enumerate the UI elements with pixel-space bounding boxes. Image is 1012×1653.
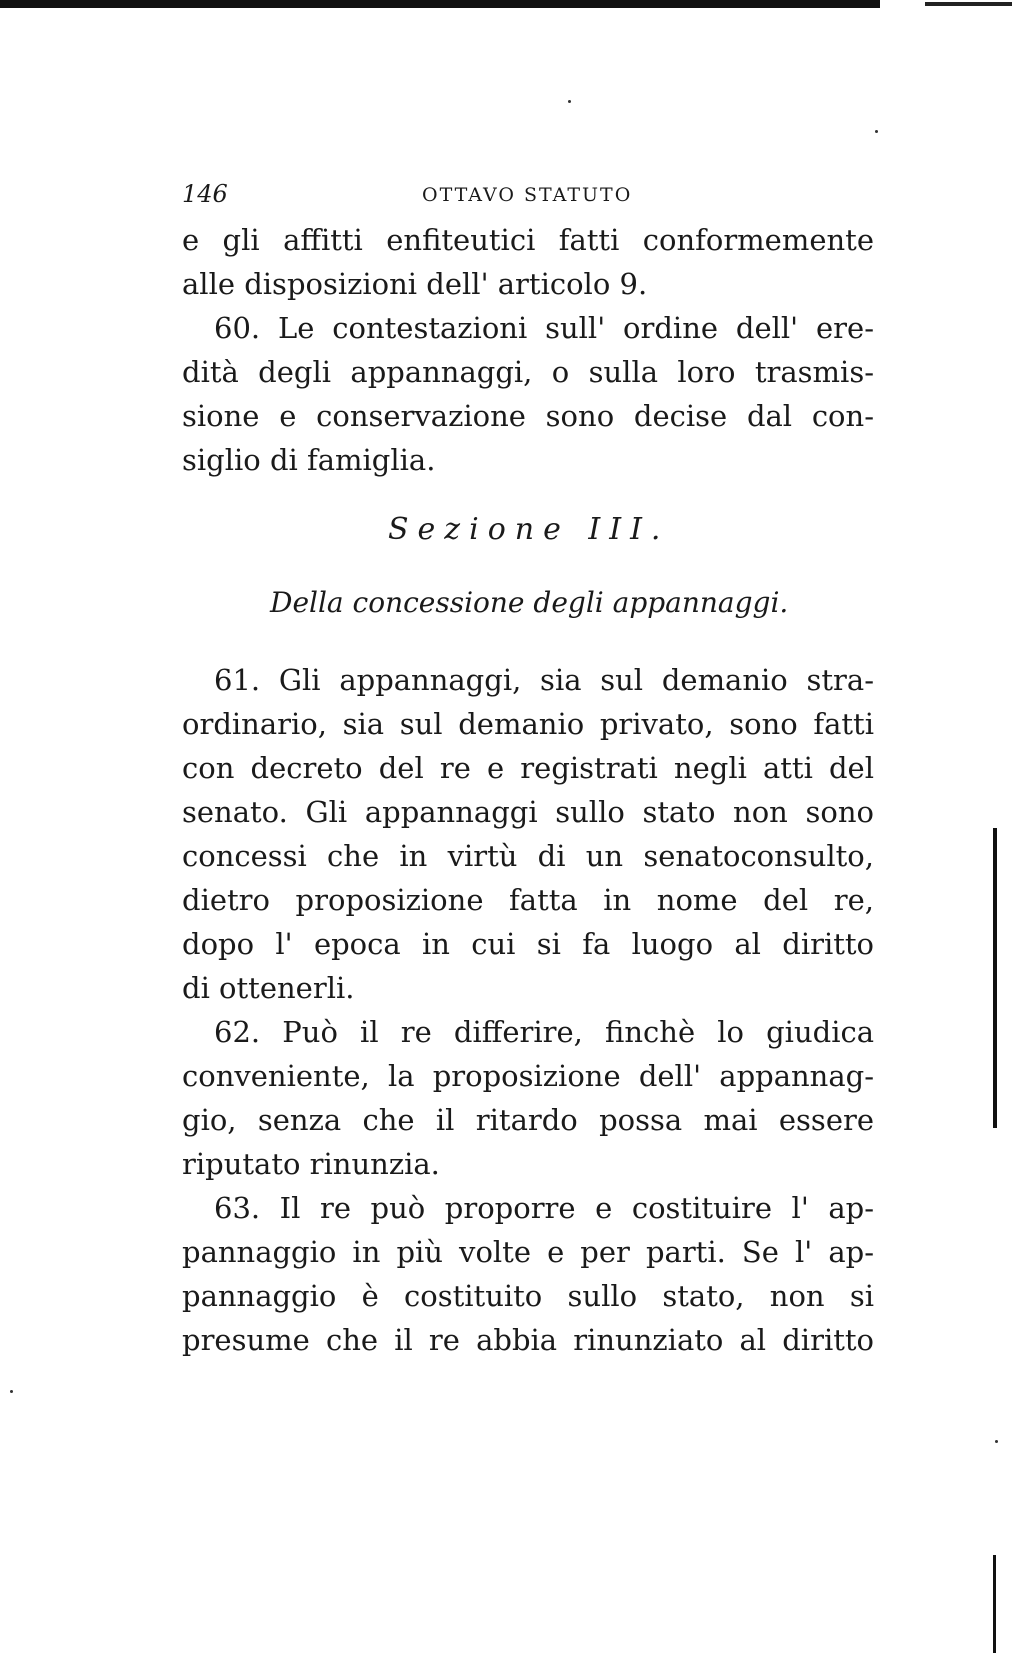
paragraph-61 <box>182 658 874 1010</box>
text-line: ordinario, sia sul demanio privato, sono fatti <box>182 707 874 741</box>
text-line: dopo l' epoca in cui si fa luogo al diritto <box>182 927 874 961</box>
scan-top-border <box>0 0 880 8</box>
text-line: dità degli appannaggi, o sulla loro trasmis- <box>182 355 874 389</box>
book-page <box>182 178 874 1362</box>
text-line: presume che il re abbia rinunziato al diritto <box>182 1323 874 1357</box>
paragraph-62 <box>182 1010 874 1186</box>
text-line: pannaggio è costituito sullo stato, non si <box>182 1279 874 1313</box>
paragraph-continuation <box>182 218 874 306</box>
text-line: senato. Gli appannaggi sullo stato non sono <box>182 795 874 829</box>
text-line: sione e conservazione sono decise dal con- <box>182 399 874 433</box>
scan-speck <box>10 1390 13 1393</box>
text-line: riputato rinunzia. <box>182 1147 440 1181</box>
running-title: OTTAVO STATUTO <box>422 184 633 206</box>
paragraph-60 <box>182 306 874 482</box>
section-subtitle: Della concessione degli appannaggi. <box>270 586 789 619</box>
scan-right-edge-mark-lower <box>993 1555 996 1653</box>
text-line: con decreto del re e registrati negli atti del <box>182 751 874 785</box>
paragraph-63 <box>182 1186 874 1362</box>
text-line: gio, senza che il ritardo possa mai essere <box>182 1103 874 1137</box>
text-line: e gli affitti enfiteutici fatti conformemente <box>182 223 874 257</box>
text-line: di ottenerli. <box>182 971 355 1005</box>
scan-speck <box>568 100 571 103</box>
text-line: pannaggio in più volte e per parti. Se l' ap- <box>182 1235 874 1269</box>
section-title: Sezione III. <box>388 512 670 547</box>
text-line: siglio di famiglia. <box>182 443 436 477</box>
text-line: 61. Gli appannaggi, sia sul demanio stra- <box>214 663 874 697</box>
scan-top-border-fragment <box>925 2 1012 6</box>
text-line: 62. Può il re differire, finchè lo giudica <box>214 1015 874 1049</box>
text-line: dietro proposizione fatta in nome del re, <box>182 883 874 917</box>
scan-speck <box>875 130 878 133</box>
text-line: concessi che in virtù di un senatoconsulto, <box>182 839 874 873</box>
scan-right-edge-mark <box>993 828 997 1128</box>
scan-speck <box>995 1440 998 1443</box>
text-line: conveniente, la proposizione dell' appannag- <box>182 1059 874 1093</box>
text-line: 63. Il re può proporre e costituire l' ap- <box>214 1191 874 1225</box>
text-line: 60. Le contestazioni sull' ordine dell' ere- <box>214 311 874 345</box>
page-number: 146 <box>182 180 228 208</box>
text-line: alle disposizioni dell' articolo 9. <box>182 267 648 301</box>
running-head <box>182 178 874 218</box>
